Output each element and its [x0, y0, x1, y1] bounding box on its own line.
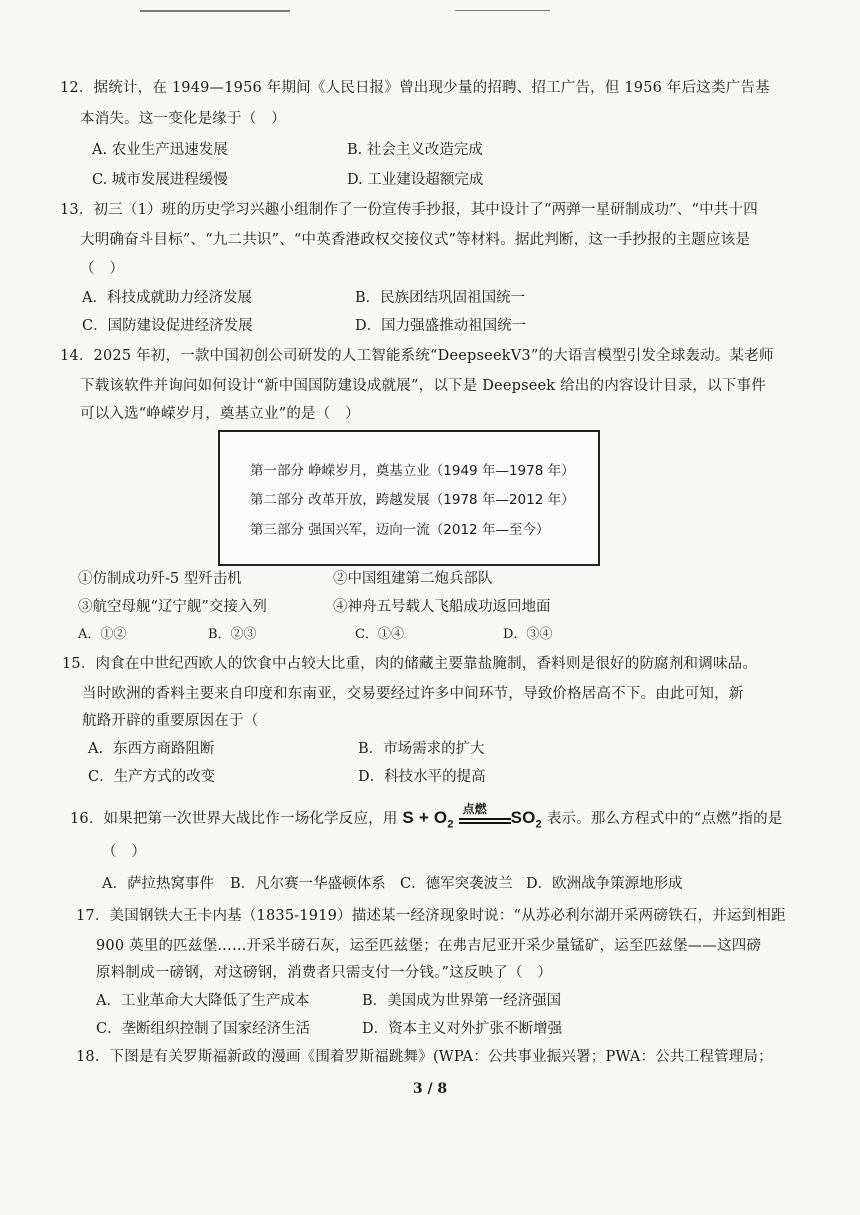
content-outline-box — [218, 430, 600, 566]
page-number: 3 / 8 — [412, 1081, 448, 1097]
question-text: 15．肉食在中世纪西欧人的饮食中占较大比重，肉的储藏主要靠盐腌制，香料则是很好的防腐剂和调味品。 — [62, 656, 758, 672]
question-text-pre: 16．如果把第一次世界大战比作一场化学反应，用 — [70, 811, 398, 827]
chemical-equation — [402, 801, 546, 831]
question-text — [70, 801, 783, 834]
option-c: C．德军突袭波兰 — [400, 876, 513, 892]
option-a: A. 农业生产迅速发展 — [92, 142, 228, 158]
option-d: D．③④ — [503, 627, 553, 642]
equation-condition: 点燃 — [462, 801, 487, 816]
option-a: A．科技成就助力经济发展 — [82, 290, 252, 306]
question-text: 900 英里的匹兹堡……开采半磅石灰，运至匹兹堡；在弗吉尼亚开采少量锰矿，运至匹兹堡——这四磅 — [96, 938, 762, 954]
option-b: B．美国成为世界第一经济强国 — [362, 993, 562, 1009]
question-text: 12．据统计，在 1949—1956 年期间《人民日报》曾出现少量的招聘、招工广告，但 1956 年后这类广告基 — [60, 80, 770, 96]
option-a: A．工业革命大大降低了生产成本 — [96, 993, 310, 1009]
question-text: 17．美国钢铁大王卡内基（1835-1919）描述某一经济现象时说：“从苏必利尔湖开采两磅铁石，并运到相距 — [76, 908, 786, 924]
equation-subscript: 2 — [535, 818, 542, 831]
scan-artifact-line — [140, 10, 290, 12]
scan-artifact-line — [455, 10, 550, 11]
option-c: C. 城市发展进程缓慢 — [92, 172, 228, 188]
question-text: 当时欧洲的香料主要来自印度和东南亚，交易要经过许多中间环节，导致价格居高不下。由此可知，新 — [82, 686, 744, 702]
option-d: D．国力强盛推动祖国统一 — [355, 318, 527, 334]
item-3: ③航空母舰“辽宁舰”交接入列 — [78, 599, 267, 615]
option-b: B．②③ — [208, 627, 257, 642]
question-text: 本消失。这一变化是缘于（ ） — [80, 111, 286, 127]
option-b: B. 社会主义改造完成 — [347, 142, 483, 158]
option-b: B．凡尔赛一华盛顿体系 — [230, 876, 386, 892]
equation-right: SO — [510, 808, 536, 827]
question-text: 原料制成一磅钢，对这磅钢，消费者只需支付一分钱。”这反映了（ ） — [96, 965, 553, 981]
option-d: D．欧洲战争策源地形成 — [526, 876, 683, 892]
option-a: A．东西方商路阻断 — [88, 741, 215, 757]
outline-part-1: 第一部分 峥嵘岁月，奠基立业（1949 年—1978 年） — [250, 463, 575, 479]
equation-subscript: 2 — [447, 818, 454, 831]
question-text-post: 表示。那么方程式中的“点燃”指的是 — [546, 811, 783, 827]
question-text: 可以入选“峥嵘岁月，奠基立业”的是（ ） — [80, 406, 360, 422]
option-d: D. 工业建设超额完成 — [347, 172, 484, 188]
option-d: D．资本主义对外扩张不断增强 — [362, 1021, 563, 1037]
item-2: ②中国组建第二炮兵部队 — [333, 571, 493, 587]
item-1: ①仿制成功歼-5 型歼击机 — [78, 571, 242, 587]
equation-condition-arrow — [459, 801, 511, 829]
question-text: （ ） — [80, 261, 125, 277]
question-text: 航路开辟的重要原因在于（ — [82, 713, 259, 729]
question-text: 大明确奋斗目标”、“九二共识”、“中英香港政权交接仪式”等材料。据此判断，这一手抄报的主题应该是 — [80, 232, 751, 248]
option-c: C．国防建设促进经济发展 — [82, 318, 253, 334]
question-text: 13．初三（1）班的历史学习兴趣小组制作了一份宣传手抄报，其中设计了“两弹一星研制成功”、“中共十四 — [60, 202, 758, 218]
option-a: A．①② — [78, 627, 127, 642]
option-c: C．①④ — [355, 627, 404, 642]
question-text: （ ） — [102, 844, 147, 860]
question-text: 14．2025 年初，一款中国初创公司研发的人工智能系统“DeepseekV3”的大语言模型引发全球轰动。某老师 — [60, 348, 774, 364]
item-4: ④神舟五号载人飞船成功返回地面 — [333, 599, 551, 615]
question-text: 18．下图是有关罗斯福新政的漫画《围着罗斯福跳舞》(WPA：公共事业振兴署；PWA：公共工程管理局； — [76, 1049, 773, 1065]
equation-left: S + O — [402, 808, 448, 827]
outline-part-2: 第二部分 改革开放，跨越发展（1978 年—2012 年） — [250, 492, 575, 508]
option-b: B．市场需求的扩大 — [358, 741, 485, 757]
option-c: C．垄断组织控制了国家经济生活 — [96, 1021, 311, 1037]
option-c: C．生产方式的改变 — [88, 769, 216, 785]
question-text: 下载该软件并询问如何设计“新中国国防建设成就展”，以下是 Deepseek 给出的内容设计目录，以下事件 — [80, 378, 766, 394]
option-d: D．科技水平的提高 — [358, 769, 486, 785]
outline-part-3: 第三部分 强国兴军，迈向一流（2012 年—至今） — [250, 522, 550, 538]
option-a: A．萨拉热窝事件 — [102, 876, 214, 892]
option-b: B．民族团结巩固祖国统一 — [355, 290, 526, 306]
